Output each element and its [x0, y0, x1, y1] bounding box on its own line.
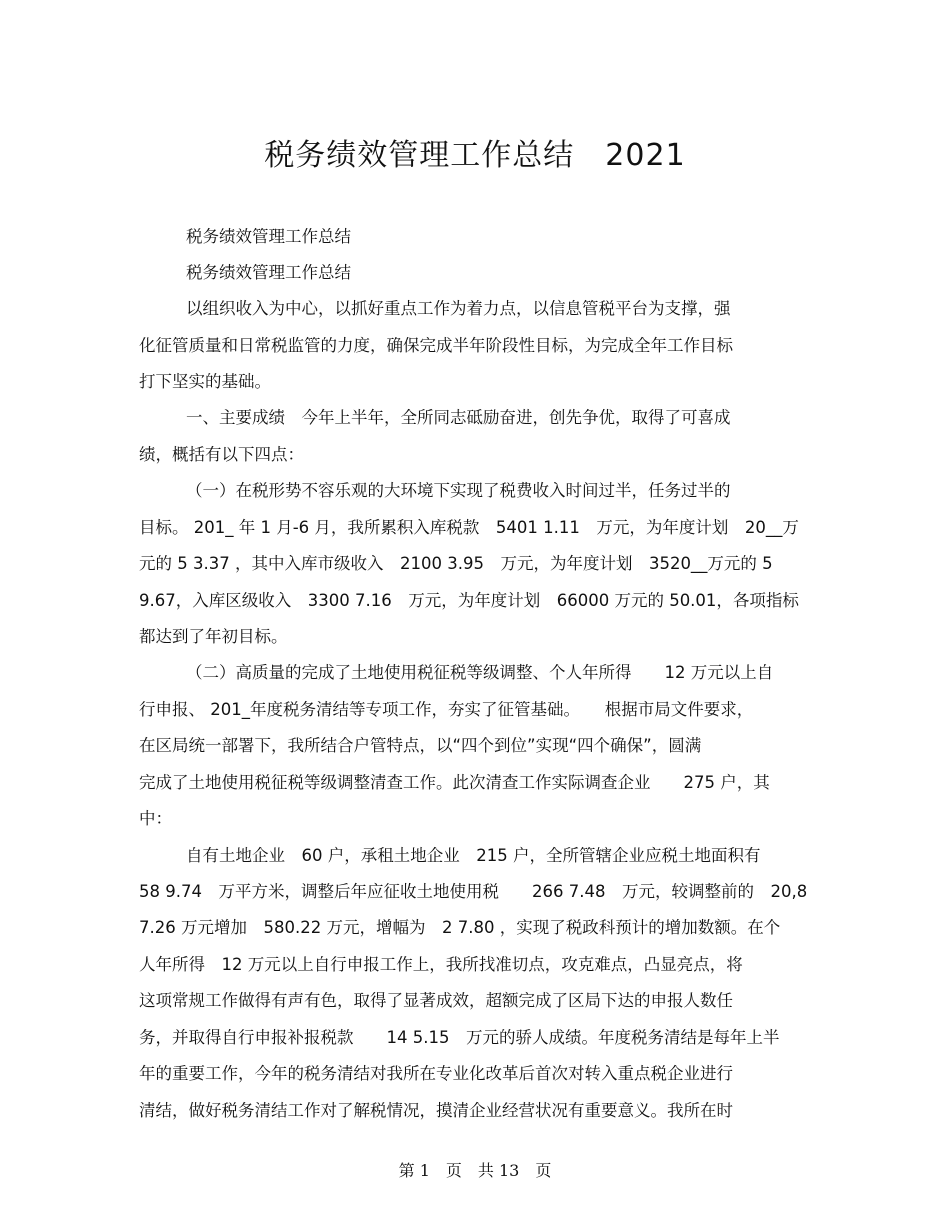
- subtitle-line: 税务绩效管理工作总结: [186, 263, 351, 282]
- body-line: 都达到了年初目标。: [139, 627, 288, 646]
- body-line: 这项常规工作做得有声有色，取得了显著成效，超额完成了区局下达的申报人数任: [139, 991, 733, 1010]
- body-line: 9.67，入库区级收入 3300 7.16 万元，为年度计划 66000 万元的 50.01，各项指标: [139, 591, 799, 610]
- subtitle-line: 税务绩效管理工作总结: [186, 227, 351, 246]
- body-line: （一）在税形势不容乐观的大环境下实现了税费收入时间过半，任务过半的: [186, 481, 731, 500]
- body-line: 化征管质量和日常税监管的力度，确保完成半年阶段性目标，为完成全年工作目标: [139, 336, 733, 355]
- body-line: 务，并取得自行申报补报税款 14 5.15 万元的骄人成绩。年度税务清结是每年上半: [139, 1028, 780, 1047]
- body-line: 目标。 201_ 年 1 月-6 月，我所累积入库税款 5401 1.11 万元，为年度计划 20__万: [139, 518, 799, 537]
- body-line: 以组织收入为中心，以抓好重点工作为着力点，以信息管税平台为支撑，强: [186, 299, 731, 318]
- document-title: 税务绩效管理工作总结 2021: [264, 138, 686, 173]
- body-line: 打下坚实的基础。: [139, 372, 271, 391]
- body-line: 一、主要成绩 今年上半年，全所同志砥励奋进，创先争优，取得了可喜成: [186, 408, 731, 427]
- body-line: 人年所得 12 万元以上自行申报工作上，我所找准切点，攻克难点，凸显亮点，将: [139, 955, 743, 974]
- body-line: 7.26 万元增加 580.22 万元，增幅为 2 7.80 ，实现了税政科预计的增加数额。在个: [139, 918, 781, 937]
- body-line: （二）高质量的完成了土地使用税征税等级调整、个人年所得 12 万元以上自: [186, 663, 774, 682]
- body-line: 中：: [139, 809, 172, 828]
- body-line: 自有土地企业 60 户，承租土地企业 215 户，全所管辖企业应税土地面积有: [186, 846, 761, 865]
- body-line: 元的 5 3.37 ，其中入库市级收入 2100 3.95 万元，为年度计划 3520__万元的 5: [139, 554, 773, 573]
- body-line: 行申报、 201_年度税务清结等专项工作，夯实了征管基础。 根据市局文件要求，: [139, 700, 754, 719]
- body-line: 清结，做好税务清结工作对了解税情况，摸清企业经营状况有重要意义。我所在时: [139, 1101, 733, 1120]
- body-line: 在区局统一部署下，我所结合户管特点，以“四个到位”实现“四个确保”，圆满: [139, 736, 702, 755]
- page-number-footer: 第 1 页 共 13 页: [398, 1161, 552, 1180]
- body-line: 完成了土地使用税征税等级调整清查工作。此次清查工作实际调查企业 275 户，其: [139, 773, 770, 792]
- body-line: 58 9.74 万平方米，调整后年应征收土地使用税 266 7.48 万元，较调整前的 20,8: [139, 882, 808, 901]
- body-line: 年的重要工作，今年的税务清结对我所在专业化改革后首次对转入重点税企业进行: [139, 1064, 733, 1083]
- body-line: 绩，概括有以下四点：: [139, 445, 304, 464]
